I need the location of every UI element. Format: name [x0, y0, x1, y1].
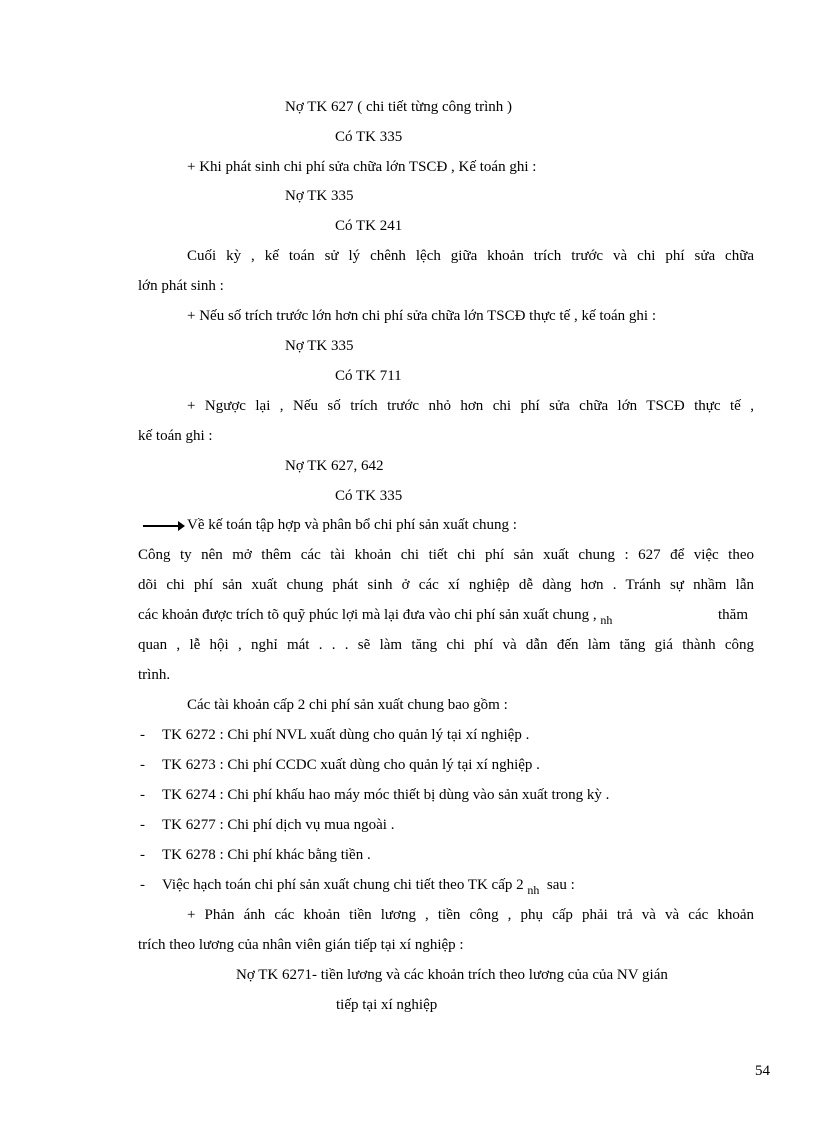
entry-debit-6271: Nợ TK 6271- tiền lương và các khoản trích theo lương của của NV gián [236, 967, 668, 983]
note-accrual-less: + Ngược lại , Nếu số trích trước nhỏ hơn chi phí sửa chữa lớn TSCĐ thực tế , [187, 398, 754, 414]
entry-credit-711: Có TK 711 [335, 368, 402, 384]
paragraph-recommendation-4: quan , lễ hội , nghỉ mát . . . sẽ làm tăng chi phí và dẫn đến làm tăng giá thành công [138, 637, 754, 653]
note-salary: + Phản ánh các khoản tiền lương , tiền công , phụ cấp phải trả và và các khoản [187, 907, 754, 923]
paragraph-recommendation-3 [138, 605, 612, 625]
entry-credit-241: Có TK 241 [335, 218, 403, 234]
note-major-repair: + Khi phát sinh chi phí sửa chữa lớn TSCĐ , Kế toán ghi : [187, 159, 537, 175]
entry-credit-335-b: Có TK 335 [335, 488, 403, 504]
section-heading-overhead: Về kế toán tập hợp và phân bổ chi phí sản xuất chung : [187, 517, 517, 533]
paragraph-recommendation-3-end: thăm [718, 607, 748, 623]
page-number: 54 [755, 1063, 770, 1079]
paragraph-period-end: Cuối kỳ , kế toán sử lý chênh lệch giữa khoản trích trước và chi phí sửa chữa [187, 248, 754, 264]
bullet-dash: - [140, 847, 145, 863]
subscript-nh-2: nh [527, 883, 540, 897]
bullet-tk-6277: TK 6277 : Chi phí dịch vụ mua ngoài . [162, 817, 395, 833]
subscript-nh: nh [600, 613, 613, 627]
entry-debit-627-642: Nợ TK 627, 642 [285, 458, 384, 474]
entry-debit-335: Nợ TK 335 [285, 188, 354, 204]
bullet-detail-end: sau : [546, 877, 575, 893]
note-accrual-greater: + Nếu số trích trước lớn hơn chi phí sửa chữa lớn TSCĐ thực tế , kế toán ghi : [187, 308, 657, 324]
entry-debit-6271-cont: tiếp tại xí nghiệp [336, 997, 438, 1013]
bullet-dash: - [140, 727, 145, 743]
bullet-tk-6273: TK 6273 : Chi phí CCDC xuất dùng cho quản lý tại xí nghiệp . [162, 757, 540, 773]
bullet-detail-accounting [162, 875, 575, 895]
bullet-tk-6278: TK 6278 : Chi phí khác bằng tiền . [162, 847, 371, 863]
subaccounts-intro: Các tài khoản cấp 2 chi phí sản xuất chung bao gồm : [187, 697, 508, 713]
bullet-tk-6272: TK 6272 : Chi phí NVL xuất dùng cho quản lý tại xí nghiệp . [162, 727, 530, 743]
paragraph-recommendation-5: trình. [138, 667, 171, 683]
note-salary-cont: trích theo lương của nhân viên gián tiếp tại xí nghiệp : [138, 937, 464, 953]
bullet-tk-6274: TK 6274 : Chi phí khấu hao máy móc thiết bị dùng vào sản xuất trong kỳ . [162, 787, 610, 803]
entry-debit-627: Nợ TK 627 ( chi tiết từng công trình ) [285, 99, 512, 115]
bullet-dash: - [140, 787, 145, 803]
paragraph-recommendation: Công ty nên mở thêm các tài khoản chi tiết chi phí sản xuất chung : 627 để việc theo [138, 547, 754, 563]
bullet-detail-text: Việc hạch toán chi phí sản xuất chung chi tiết theo TK cấp 2 [162, 877, 524, 893]
paragraph-recommendation-2: dõi chi phí sản xuất chung phát sinh ở các xí nghiệp dễ dàng hơn . Tránh sự nhầm lẫn [138, 577, 754, 593]
right-arrow-icon [143, 525, 183, 527]
bullet-dash: - [140, 757, 145, 773]
note-accrual-less-cont: kế toán ghi : [138, 428, 213, 444]
bullet-dash: - [140, 877, 145, 893]
entry-debit-335-b: Nợ TK 335 [285, 338, 354, 354]
paragraph-recommendation-3-text: các khoản được trích tõ quỹ phúc lợi mà lại đưa vào chi phí sản xuất chung , [138, 607, 597, 623]
entry-credit-335: Có TK 335 [335, 129, 403, 145]
paragraph-period-end-cont: lớn phát sinh : [138, 278, 224, 294]
bullet-dash: - [140, 817, 145, 833]
